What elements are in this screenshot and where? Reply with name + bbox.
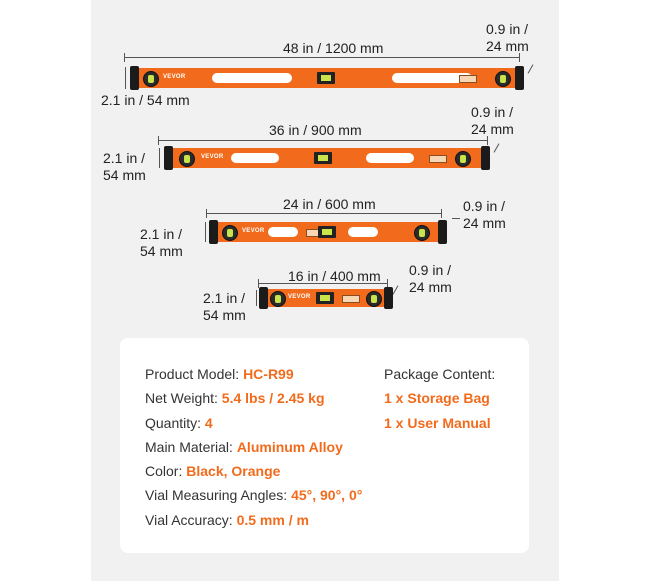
- vial-icon: [317, 72, 335, 84]
- width-label: 0.9 in /: [463, 198, 506, 214]
- length-label: 24 in / 600 mm: [283, 196, 376, 212]
- height-label: 2.1 in /: [140, 226, 183, 242]
- end-cap: [515, 66, 524, 90]
- height-label: 2.1 in /: [203, 290, 246, 306]
- spirit-level-24in: [216, 222, 440, 242]
- round-vial-icon: [414, 225, 430, 241]
- round-vial-icon: [143, 71, 159, 87]
- spec-model: Product Model: HC-R99: [145, 366, 294, 382]
- spec-angles: Vial Measuring Angles: 45°, 90°, 0°: [145, 487, 363, 503]
- length-dimension-line: [158, 140, 488, 141]
- height-dimension-line: [256, 290, 257, 306]
- color-value: Black, Orange: [186, 463, 281, 479]
- width-label-2: 24 mm: [409, 279, 452, 295]
- package-item: 1 x User Manual: [384, 415, 491, 431]
- width-label: 0.9 in /: [471, 104, 514, 120]
- end-cap: [481, 146, 490, 170]
- brand-logo: VEVOR: [288, 294, 311, 300]
- vial-icon: [316, 292, 334, 304]
- height-dimension-line: [159, 148, 160, 168]
- end-cap: [164, 146, 173, 170]
- height-label-2: 54 mm: [140, 243, 183, 259]
- height-dimension-line: [205, 222, 206, 242]
- angles-value: 45°, 90°, 0°: [291, 487, 363, 503]
- material-value: Aluminum Alloy: [236, 439, 343, 455]
- width-label-2: 24 mm: [486, 38, 529, 54]
- round-vial-icon: [495, 71, 511, 87]
- spec-material: Main Material: Aluminum Alloy: [145, 439, 343, 455]
- length-dimension-line: [124, 57, 520, 58]
- round-vial-icon: [455, 151, 471, 167]
- hand-slot: [366, 153, 414, 163]
- vial-icon: [318, 226, 336, 238]
- width-label: 0.9 in /: [409, 262, 452, 278]
- spec-weight: Net Weight: 5.4 lbs / 2.45 kg: [145, 390, 325, 406]
- weight-value: 5.4 lbs / 2.45 kg: [221, 390, 325, 406]
- spec-quantity: Quantity: 4: [145, 415, 213, 431]
- length-label: 36 in / 900 mm: [269, 122, 362, 138]
- spirit-level-36in: [171, 148, 483, 168]
- brand-logo: VEVOR: [201, 154, 224, 160]
- width-label: 0.9 in /: [486, 21, 529, 37]
- height-dimension-line: [125, 67, 126, 89]
- hand-slot: [268, 227, 298, 237]
- width-label-2: 24 mm: [471, 121, 514, 137]
- model-value: HC-R99: [243, 366, 294, 382]
- height-label-2: 54 mm: [103, 167, 146, 183]
- length-label: 48 in / 1200 mm: [283, 40, 384, 56]
- round-vial-icon: [366, 291, 382, 307]
- round-vial-icon: [179, 151, 195, 167]
- brand-logo: VEVOR: [163, 74, 186, 80]
- vial-icon: [314, 152, 332, 164]
- end-cap: [384, 287, 393, 309]
- spec-color: Color: Black, Orange: [145, 463, 281, 479]
- height-label: 2.1 in /: [103, 150, 146, 166]
- hand-slot: [348, 227, 378, 237]
- end-cap: [130, 66, 139, 90]
- end-cap: [438, 220, 447, 244]
- height-label: 2.1 in / 54 mm: [101, 92, 190, 108]
- label-tag: [429, 155, 447, 163]
- package-title: Package Content:: [384, 366, 496, 382]
- brand-logo: VEVOR: [242, 228, 265, 234]
- label-tag: [459, 75, 477, 83]
- accuracy-value: 0.5 mm / m: [236, 512, 309, 528]
- width-label-2: 24 mm: [463, 215, 506, 231]
- height-label-2: 54 mm: [203, 307, 246, 323]
- spirit-level-16in: [266, 289, 386, 307]
- end-cap: [209, 220, 218, 244]
- round-vial-icon: [222, 225, 238, 241]
- package-item: 1 x Storage Bag: [384, 390, 490, 406]
- round-vial-icon: [270, 291, 286, 307]
- length-label: 16 in / 400 mm: [288, 268, 381, 284]
- hand-slot: [231, 153, 279, 163]
- length-dimension-line: [206, 213, 442, 214]
- quantity-value: 4: [204, 415, 213, 431]
- label-tag: [342, 295, 360, 303]
- spirit-level-48in: [137, 68, 517, 88]
- spec-accuracy: Vial Accuracy: 0.5 mm / m: [145, 512, 309, 528]
- hand-slot: [212, 73, 292, 83]
- end-cap: [259, 287, 268, 309]
